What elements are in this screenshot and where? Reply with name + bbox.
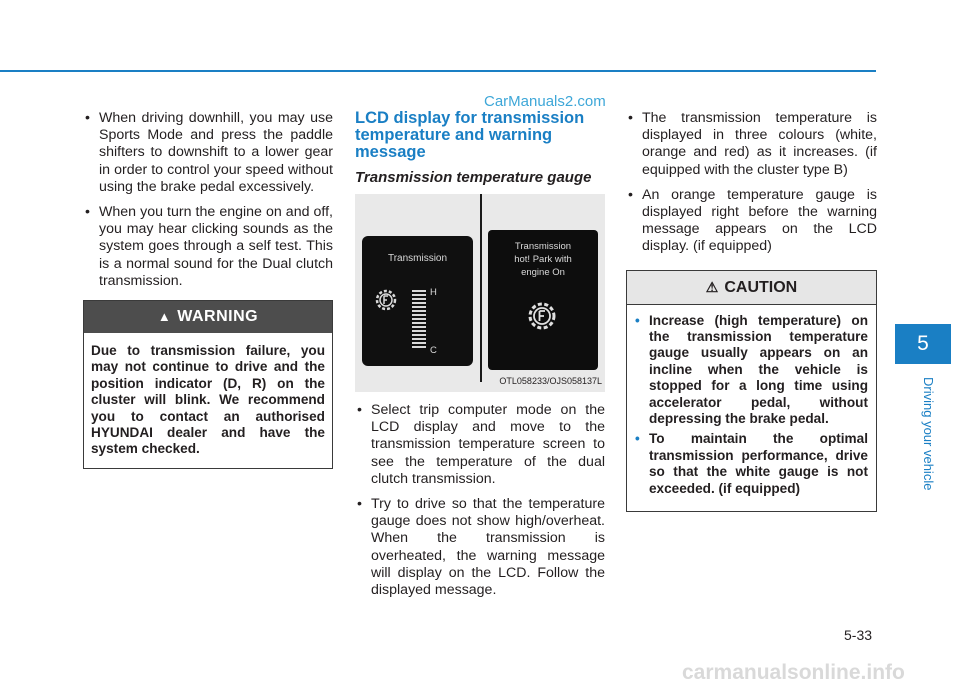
gauge-low-label: C: [430, 345, 437, 356]
figure-caption: OTL058233/OJS058137L: [499, 375, 602, 386]
screen-b-line-1: Transmission: [514, 241, 572, 252]
list-item: • The transmission temperature is displayed in three colours (white, orange and red) as it increases. (if equipped with the cluster type B): [626, 110, 877, 179]
column-1: [83, 110, 333, 469]
chapter-tab: 5: [895, 324, 951, 364]
warning-triangle-icon: ▲: [157, 309, 172, 325]
gauge-high-label: H: [430, 287, 437, 298]
caution-item: • Increase (high temperature) on the transmission temperature gauge usually appears on an incline when the vehicle is stopped for a long time using accelerator pedal, without depressing the brake pedal.: [635, 313, 868, 428]
column-2: [355, 110, 605, 607]
screen-b-line-3: engine On: [521, 267, 565, 278]
transmission-hot-icon: [524, 298, 560, 334]
subheading: Transmission temperature gauge: [355, 169, 592, 186]
caution-header: [627, 271, 876, 305]
watermark-bottom[interactable]: carmanualsonline.info: [682, 661, 905, 684]
caution-body: [627, 305, 876, 511]
screen-b-message: [488, 240, 598, 279]
lcd-figure: [355, 194, 605, 392]
caution-box: [626, 270, 877, 512]
screen-a-title: Transmission: [387, 253, 448, 264]
header-rule: [0, 70, 876, 72]
watermark-top[interactable]: CarManuals2.com: [484, 93, 606, 110]
caution-item: • To maintain the optimal transmission performance, drive so that the white gauge is not exceeded. (if equipped): [635, 431, 868, 497]
caution-triangle-icon: ⚠: [705, 278, 719, 295]
column-3: [626, 110, 877, 512]
bullet-list-3: [626, 110, 877, 256]
warning-body: Due to transmission failure, you may not continue to drive and the position indicator (D, R) on the cluster will blink. We recommend you to contact an authorised HYUNDAI dealer and have the system checked.: [91, 343, 325, 457]
warning-box: [83, 300, 333, 469]
list-item: • When you turn the engine on and off, you may hear clicking sounds as the system goes through a self test. This is a normal sound for the Dual clutch transmission.: [83, 204, 333, 290]
temperature-gauge-bar: [412, 290, 426, 350]
list-item: • An orange temperature gauge is displayed right before the warning message appears on the LCD display. (if equipped): [626, 187, 877, 256]
list-item: • When driving downhill, you may use Sports Mode and press the paddle shifters to downshift to a lower gear in order to control your speed without using the brake pedal excessively.: [83, 110, 333, 196]
list-item: • Try to drive so that the temperature gauge does not show high/overheat. When the transmission is overheated, the warning message will display on the LCD. Follow the displayed message.: [355, 496, 605, 599]
caution-title: CAUTION: [724, 278, 798, 296]
bullet-list-1: [83, 110, 333, 290]
warning-title: WARNING: [177, 308, 259, 326]
chapter-title: Driving your vehicle: [921, 377, 936, 491]
section-heading: LCD display for transmission temperature and warning message: [355, 109, 585, 161]
page-number: 5-33: [844, 627, 873, 643]
screen-b-line-2: hot! Park with: [514, 254, 572, 265]
list-item: • Select trip computer mode on the LCD display and move to the transmission temperature screen to see the temperature of the dual clutch transmission.: [355, 402, 605, 488]
bullet-list-2: [355, 402, 605, 599]
lcd-screen-warning: [488, 230, 598, 370]
warning-header: [84, 301, 332, 333]
lcd-screen-gauge: [362, 236, 473, 366]
transmission-gear-icon: [372, 286, 400, 314]
figure-divider: [480, 194, 482, 382]
